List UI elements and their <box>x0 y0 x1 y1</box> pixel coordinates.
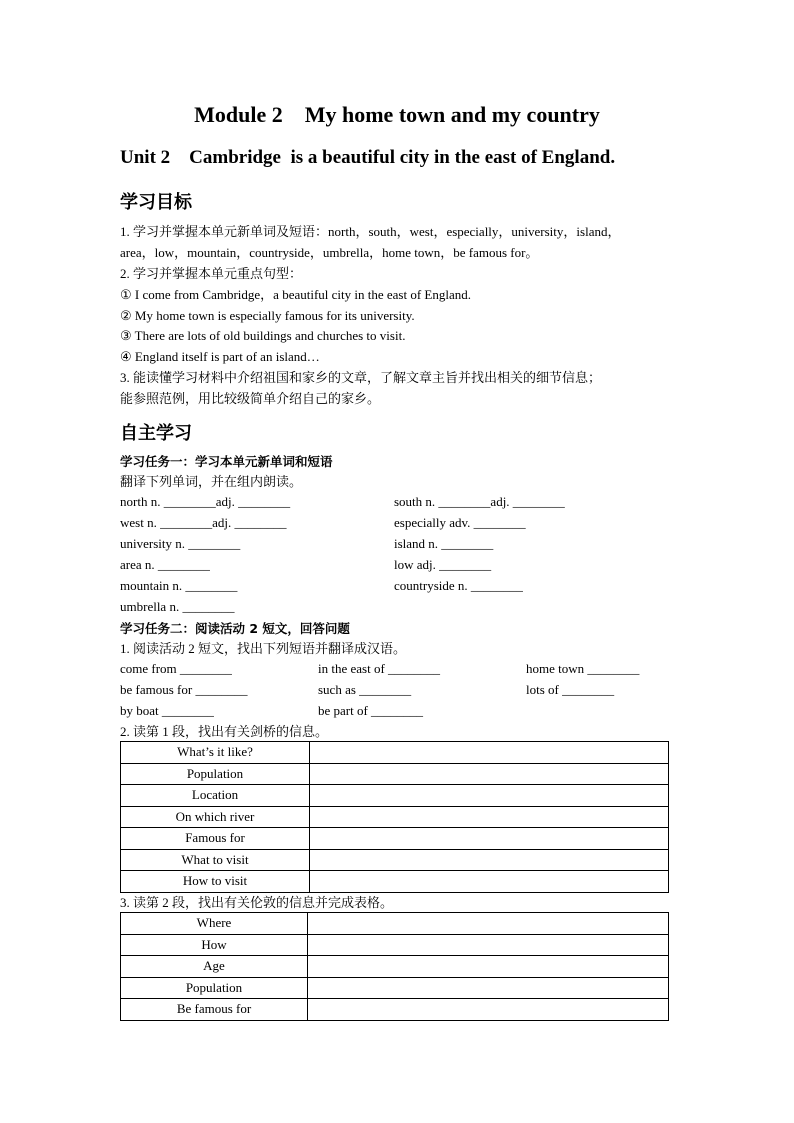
goal-line: ② My home town is especially famous for its university. <box>120 308 415 323</box>
table-row <box>121 785 669 807</box>
answer-cell[interactable] <box>308 934 669 956</box>
vocab-item[interactable]: especially adv. ________ <box>394 515 526 530</box>
table-row <box>121 977 669 999</box>
vocab-item[interactable]: low adj. ________ <box>394 557 492 572</box>
goal-line: ③ There are lots of old buildings and churches to visit. <box>120 328 406 343</box>
vocab-item[interactable]: umbrella n. ________ <box>120 599 235 614</box>
vocab-item[interactable]: area n. ________ <box>120 557 210 572</box>
phrase-item[interactable]: by boat ________ <box>120 703 214 718</box>
answer-cell[interactable] <box>310 849 669 871</box>
goal-line: 1. 学习并掌握本单元新单词及短语：north，south，west，especially，university，island， <box>120 224 621 239</box>
table-label: How to visit <box>121 871 310 893</box>
table-row <box>121 956 669 978</box>
answer-cell[interactable] <box>308 913 669 935</box>
task1-instruction: 翻译下列单词，并在组内朗读。 <box>120 474 303 489</box>
table-row <box>121 849 669 871</box>
vocab-item[interactable]: countryside n. ________ <box>394 578 523 593</box>
answer-cell[interactable] <box>310 742 669 764</box>
phrase-item[interactable]: be famous for ________ <box>120 682 248 697</box>
table-label: On which river <box>121 806 310 828</box>
table-label: Population <box>121 763 310 785</box>
table-row <box>121 871 669 893</box>
phrase-item[interactable]: in the east of ________ <box>318 661 441 676</box>
table-row <box>121 913 669 935</box>
vocab-item[interactable]: west n. ________adj. ________ <box>120 515 287 530</box>
answer-cell[interactable] <box>308 956 669 978</box>
goal-line: 能参照范例，用比较级简单介绍自己的家乡。 <box>120 391 381 406</box>
module-title: Module 2 My home town and my country <box>194 102 600 127</box>
answer-cell[interactable] <box>308 977 669 999</box>
goal-line: ④ England itself is part of an island… <box>120 349 320 364</box>
answer-cell[interactable] <box>310 806 669 828</box>
unit-title: Unit 2 Cambridge is a beautiful city in the east of England. <box>120 147 616 168</box>
goal-line: 2. 学习并掌握本单元重点句型： <box>120 266 303 281</box>
phrase-item[interactable]: be part of ________ <box>318 703 424 718</box>
table-label: Population <box>121 977 308 999</box>
phrase-item[interactable]: come from ________ <box>120 661 232 676</box>
table-label: Be famous for <box>121 999 308 1021</box>
table-label: What’s it like? <box>121 742 310 764</box>
goals-heading: 学习目标 <box>120 192 192 213</box>
vocab-item[interactable]: south n. ________adj. ________ <box>394 494 565 509</box>
table-label: What to visit <box>121 849 310 871</box>
task2-question-2: 2. 读第 1 段，找出有关剑桥的信息。 <box>120 724 329 739</box>
table-label: Famous for <box>121 828 310 850</box>
answer-cell[interactable] <box>310 871 669 893</box>
table-row <box>121 806 669 828</box>
vocab-item[interactable]: mountain n. ________ <box>120 578 238 593</box>
table-row <box>121 934 669 956</box>
self-study-heading: 自主学习 <box>120 423 192 444</box>
london-info-table <box>120 912 669 1021</box>
task2-question-3: 3. 读第 2 段，找出有关伦敦的信息并完成表格。 <box>120 895 394 910</box>
phrase-item[interactable]: lots of ________ <box>526 682 615 697</box>
answer-cell[interactable] <box>310 828 669 850</box>
task2-question-1: 1. 阅读活动 2 短文，找出下列短语并翻译成汉语。 <box>120 641 407 656</box>
goal-line: area，low，mountain，countryside，umbrella，home town，be famous for。 <box>120 245 539 260</box>
table-label: Age <box>121 956 308 978</box>
phrase-item[interactable]: home town ________ <box>526 661 640 676</box>
task2-title: 学习任务二：阅读活动 2 短文，回答问题 <box>120 621 350 636</box>
table-label: Location <box>121 785 310 807</box>
answer-cell[interactable] <box>310 763 669 785</box>
vocab-item[interactable]: north n. ________adj. ________ <box>120 494 291 509</box>
phrase-item[interactable]: such as ________ <box>318 682 412 697</box>
table-row <box>121 828 669 850</box>
table-row <box>121 763 669 785</box>
vocab-item[interactable]: island n. ________ <box>394 536 494 551</box>
task1-title: 学习任务一：学习本单元新单词和短语 <box>120 454 333 469</box>
goal-line: ① I come from Cambridge，a beautiful city in the east of England. <box>120 287 471 302</box>
goal-line: 3. 能读懂学习材料中介绍祖国和家乡的文章，了解文章主旨并找出相关的细节信息； <box>120 370 602 385</box>
table-label: Where <box>121 913 308 935</box>
answer-cell[interactable] <box>310 785 669 807</box>
table-label: How <box>121 934 308 956</box>
answer-cell[interactable] <box>308 999 669 1021</box>
vocab-item[interactable]: university n. ________ <box>120 536 241 551</box>
table-row <box>121 999 669 1021</box>
cambridge-info-table <box>120 741 669 893</box>
table-row <box>121 742 669 764</box>
